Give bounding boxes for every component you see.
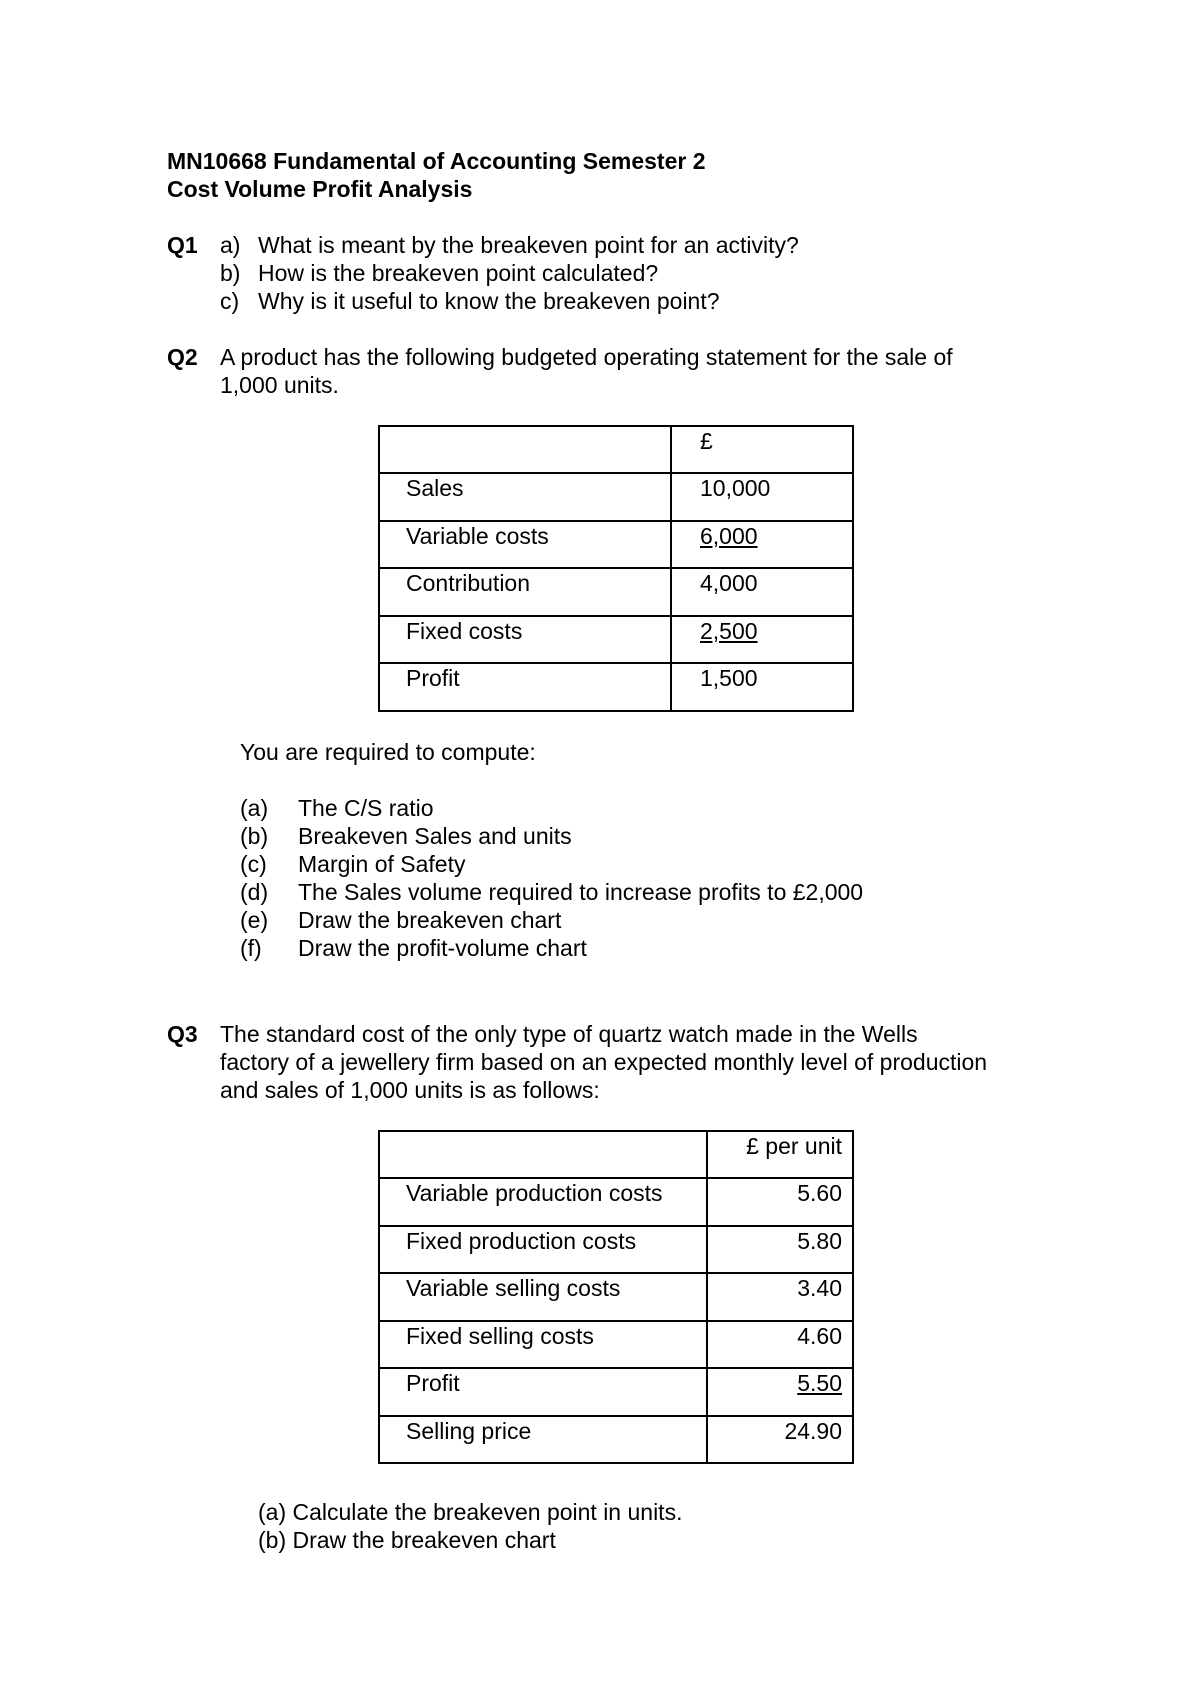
q2-part-f: Draw the profit-volume chart <box>298 935 587 961</box>
table-row <box>379 1131 853 1178</box>
q3-standard-cost-table <box>378 1130 854 1464</box>
table-header-currency: £ per unit <box>707 1131 853 1178</box>
row-value: 24.90 <box>707 1416 853 1463</box>
q2-part-e: Draw the breakeven chart <box>298 907 562 933</box>
q2-label: Q2 <box>167 344 198 370</box>
q3-part-a: (a) Calculate the breakeven point in units. <box>258 1499 683 1525</box>
row-label: Profit <box>379 663 671 711</box>
row-label: Fixed selling costs <box>379 1321 707 1368</box>
row-label: Selling price <box>379 1416 707 1463</box>
q2-marker-e: (e) <box>240 907 269 933</box>
row-value: 10,000 <box>671 473 853 521</box>
row-value: 1,500 <box>671 663 853 711</box>
q3-intro-line2: factory of a jewellery firm based on an expected monthly level of production <box>220 1049 988 1075</box>
q1-item-b: How is the breakeven point calculated? <box>258 260 659 286</box>
row-value: 4.60 <box>707 1321 853 1368</box>
table-row <box>379 1226 853 1273</box>
q1-item-a: What is meant by the breakeven point for an activity? <box>258 232 799 258</box>
q2-operating-statement-table <box>378 425 854 712</box>
row-value: 6,000 <box>700 523 758 549</box>
document-title: MN10668 Fundamental of Accounting Semester 2 <box>167 148 706 174</box>
q1-item-c: Why is it useful to know the breakeven point? <box>258 288 720 314</box>
q2-marker-d: (d) <box>240 879 269 905</box>
q2-part-b: Breakeven Sales and units <box>298 823 572 849</box>
table-row <box>379 1321 853 1368</box>
q2-marker-b: (b) <box>240 823 269 849</box>
row-label: Variable costs <box>379 521 671 568</box>
row-label: Fixed costs <box>379 616 671 663</box>
q2-part-c: Margin of Safety <box>298 851 466 877</box>
q2-required-text: You are required to compute: <box>240 739 536 765</box>
table-header-blank <box>379 426 671 473</box>
row-label: Sales <box>379 473 671 521</box>
row-label: Fixed production costs <box>379 1226 707 1273</box>
q3-part-b: (b) Draw the breakeven chart <box>258 1527 556 1553</box>
row-value: 5.60 <box>707 1178 853 1226</box>
row-value: 2,500 <box>700 618 758 644</box>
q1-label: Q1 <box>167 232 198 258</box>
q2-marker-f: (f) <box>240 935 262 961</box>
q2-intro-line1: A product has the following budgeted operating statement for the sale of <box>220 344 953 370</box>
table-row <box>379 426 853 473</box>
table-header-blank <box>379 1131 707 1178</box>
q2-intro-line2: 1,000 units. <box>220 372 339 398</box>
document-subtitle: Cost Volume Profit Analysis <box>167 176 473 202</box>
q1-marker-c: c) <box>220 288 240 314</box>
row-value: 5.50 <box>797 1370 842 1396</box>
q2-part-d: The Sales volume required to increase profits to £2,000 <box>298 879 864 905</box>
table-row <box>379 1416 853 1463</box>
table-row <box>379 521 853 568</box>
q1-marker-b: b) <box>220 260 241 286</box>
q3-label: Q3 <box>167 1021 198 1047</box>
table-header-currency: £ <box>671 426 853 473</box>
table-row <box>379 568 853 616</box>
q2-marker-c: (c) <box>240 851 267 877</box>
row-label: Variable selling costs <box>379 1273 707 1321</box>
row-value: 3.40 <box>707 1273 853 1321</box>
row-label: Profit <box>379 1368 707 1416</box>
row-label: Variable production costs <box>379 1178 707 1226</box>
q1-marker-a: a) <box>220 232 241 258</box>
q3-intro-line1: The standard cost of the only type of quartz watch made in the Wells <box>220 1021 918 1047</box>
q2-marker-a: (a) <box>240 795 269 821</box>
row-value: 5.80 <box>707 1226 853 1273</box>
table-row <box>379 1178 853 1226</box>
q2-part-a: The C/S ratio <box>298 795 434 821</box>
row-label: Contribution <box>379 568 671 616</box>
table-row <box>379 1368 853 1416</box>
table-row <box>379 1273 853 1321</box>
row-value: 4,000 <box>671 568 853 616</box>
table-row <box>379 616 853 663</box>
table-row <box>379 473 853 521</box>
table-row <box>379 663 853 711</box>
q3-intro-line3: and sales of 1,000 units is as follows: <box>220 1077 600 1103</box>
